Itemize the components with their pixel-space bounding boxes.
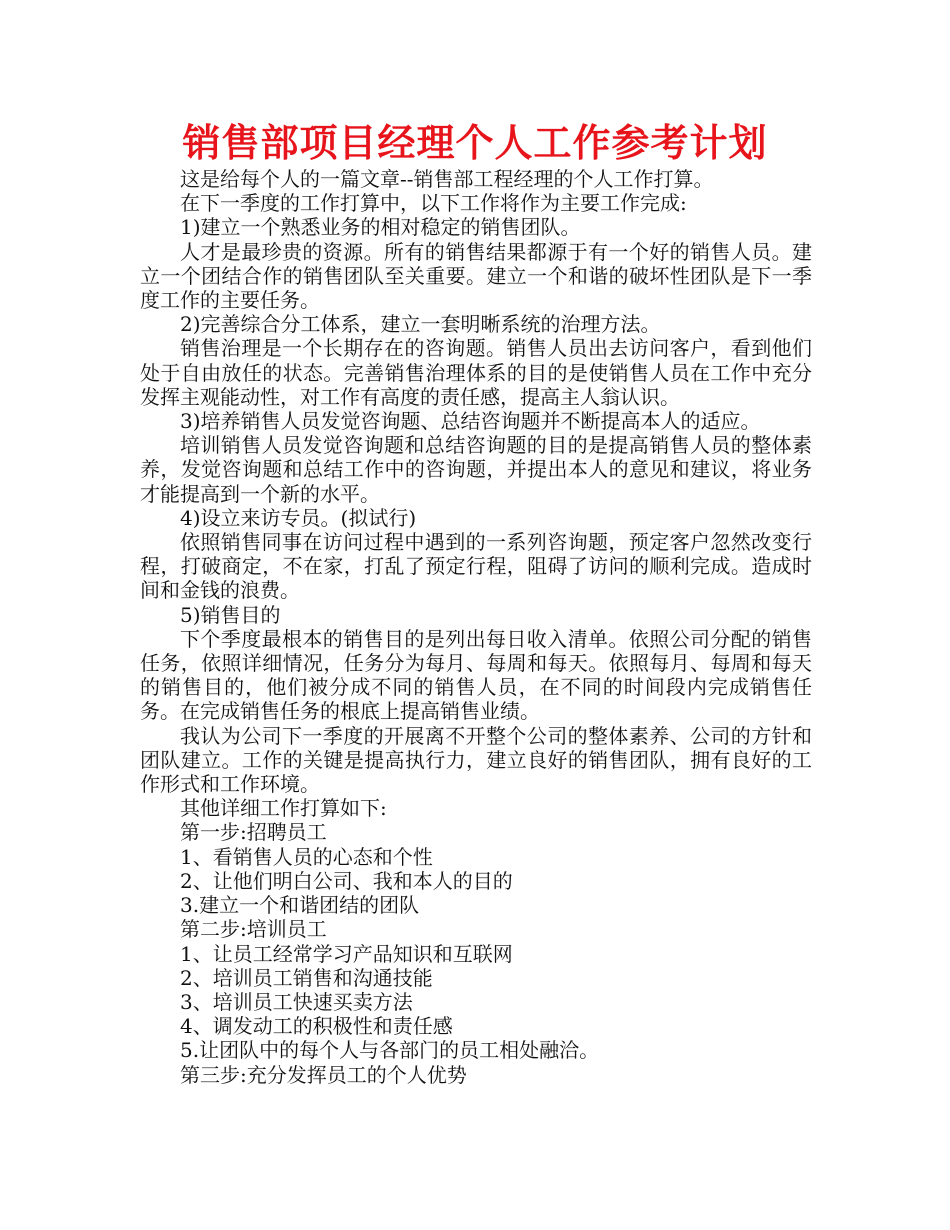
- paragraph-item-3-heading: 3)培养销售人员发觉咨询题、总结咨询题并不断提高本人的适应。: [180, 409, 761, 434]
- document-body: [140, 167, 812, 1087]
- paragraph-item-5-heading: 5)销售目的: [180, 602, 281, 627]
- paragraph-other-plans: 其他详细工作打算如下:: [180, 796, 387, 821]
- step-2-item: 5.让团队中的每个人与各部门的员工相处融洽。: [180, 1038, 600, 1063]
- paragraph-item-4-heading: 4)设立来访专员。(拟试行): [180, 505, 417, 530]
- step-1-item: 3.建立一个和谐团结的团队: [180, 893, 420, 918]
- paragraph-item-1-body: 人才是最珍贵的资源。所有的销售结果都源于有一个好的销售人员。建立一个团结合作的销售团队至关重要。建立一个和谐的破坏性团队是下一季度工作的主要任务。: [140, 239, 812, 313]
- step-2-item: 3、培训员工快速买卖方法: [180, 989, 413, 1014]
- paragraph-intro: 这是给每个人的一篇文章--销售部工程经理的个人工作打算。: [180, 167, 714, 191]
- paragraph-item-3-body: 培训销售人员发觉咨询题和总结咨询题的目的是提高销售人员的整体素养，发觉咨询题和总结工作中的咨询题，并提出本人的意见和建议，将业务才能提高到一个新的水平。: [140, 433, 812, 506]
- step-1-item: 1、看销售人员的心态和个性: [180, 844, 433, 869]
- paragraph-item-2-heading: 2)完善综合分工体系，建立一套明晰系统的治理方法。: [180, 312, 661, 337]
- step-1-item: 2、让他们明白公司、我和本人的目的: [180, 868, 513, 893]
- paragraph-item-1-heading: 1)建立一个熟悉业务的相对稳定的销售团队。: [180, 215, 581, 240]
- paragraph-item-4-body: 依照销售同事在访问过程中遇到的一系列咨询题，预定客户忽然改变行程，打破商定，不在家，打乱了预定行程，阻碍了访问的顺利完成。造成时间和金钱的浪费。: [140, 530, 812, 603]
- paragraph-item-2-body: 销售治理是一个长期存在的咨询题。销售人员出去访问客户，看到他们处于自由放任的状态。完善销售治理体系的目的是使销售人员在工作中充分发挥主观能动性，对工作有高度的责任感，提高主人翁认识。: [140, 336, 812, 409]
- step-2-item: 1、让员工经常学习产品知识和互联网: [180, 941, 513, 966]
- step-2-item: 2、培训员工销售和沟通技能: [180, 965, 433, 990]
- step-2-heading: 第二步:培训员工: [180, 917, 327, 942]
- paragraph-plan-lead: 在下一季度的工作打算中，以下工作将作为主要工作完成:: [180, 191, 687, 216]
- step-2-item: 4、调发动工的积极性和责任感: [180, 1014, 453, 1039]
- step-3-heading: 第三步:充分发挥员工的个人优势: [180, 1062, 467, 1087]
- paragraph-conclusion: 我认为公司下一季度的开展离不开整个公司的整体素养、公司的方针和团队建立。工作的关键是提高执行力，建立良好的销售团队，拥有良好的工作形式和工作环境。: [140, 723, 812, 797]
- paragraph-item-5-body: 下个季度最根本的销售目的是列出每日收入清单。依照公司分配的销售任务，依照详细情况，任务分为每月、每周和每天。依照每月、每周和每天的销售目的，他们被分成不同的销售人员，在不同的时间段内完成销售任务。在完成销售任务的根底上提高销售业绩。: [140, 626, 812, 724]
- document-title: 销售部项目经理个人工作参考计划: [182, 121, 768, 165]
- step-1-heading: 第一步:招聘员工: [180, 820, 327, 845]
